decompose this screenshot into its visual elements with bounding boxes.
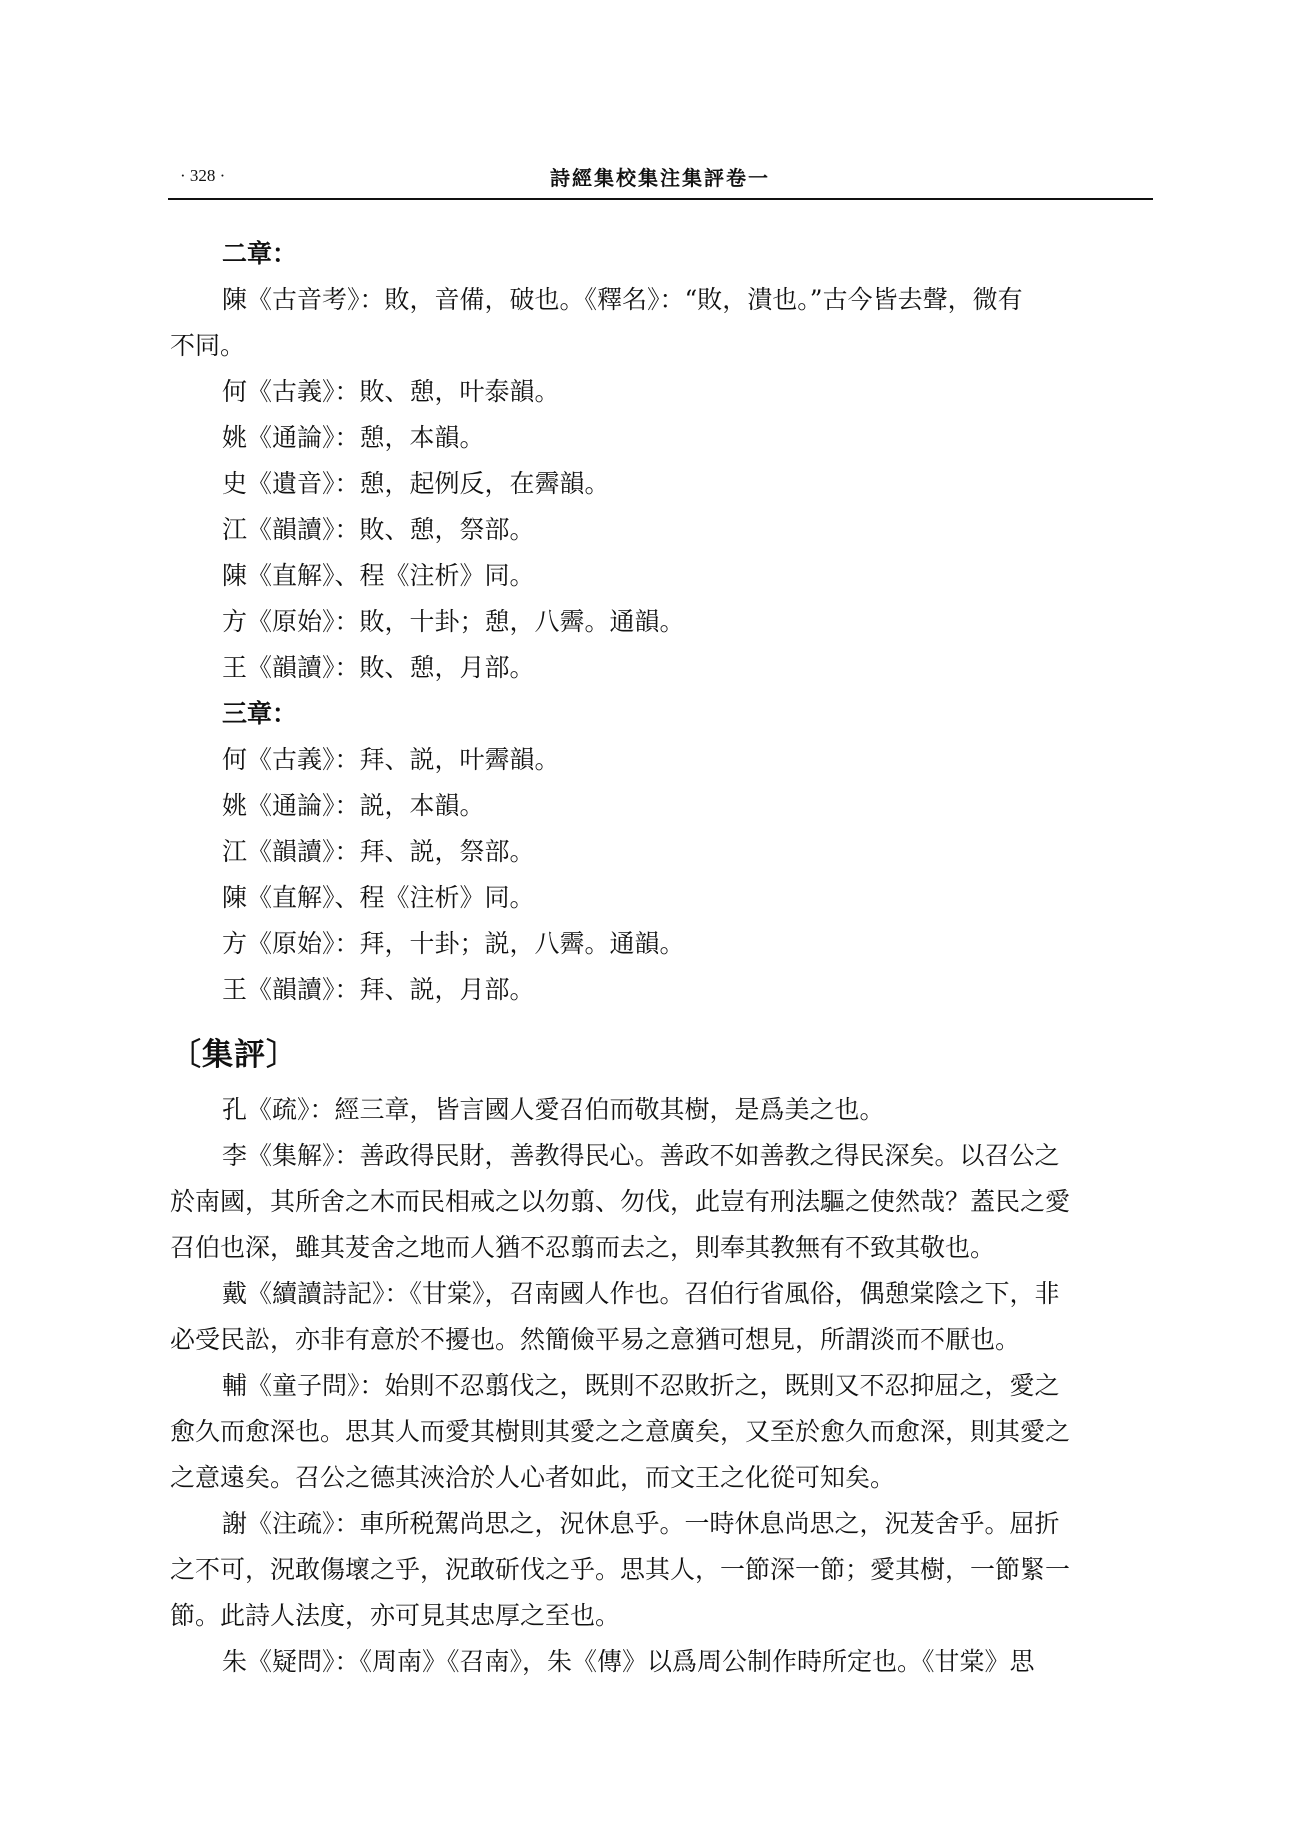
commentary-paragraph-start: 朱《疑問》：《周南》《召南》，朱《傳》以爲周公制作時所定也。《甘棠》思 [222,1647,1035,1676]
commentary-line: 之不可，況敢傷壞之乎，況敢斫伐之乎。思其人，一節深一節；愛其樹，一節緊一 [170,1555,1071,1584]
commentary-line: 必受民訟，亦非有意於不擾也。然簡儉平易之意猶可想見，所謂淡而不厭也。 [170,1325,1021,1354]
rhyme-note: 史《遺音》：憩，起例反，在霽韻。 [222,469,610,498]
rhyme-note: 姚《通論》：憩，本韻。 [222,423,485,452]
rhyme-note: 陳《直解》、程《注析》同。 [222,561,535,590]
rhyme-note: 何《古義》：敗、憩，叶泰韻。 [222,377,560,406]
commentary-line: 於南國，其所舍之木而民相戒之以勿翦、勿伐，此豈有刑法驅之使然哉？蓋民之愛 [170,1187,1071,1216]
commentary-body [170,1088,1150,1684]
chapter-2-notes [170,278,1150,690]
rhyme-note: 方《原始》：敗，十卦；憩，八霽。通韻。 [222,607,685,636]
commentary-line: 節。此詩人法度，亦可見其忠厚之至也。 [170,1601,621,1630]
commentary-line: 之意遠矣。召公之德其浹洽於人心者如此，而文王之化從可知矣。 [170,1463,896,1492]
chapter-2-heading: 二章： [222,239,298,268]
commentary-line: 召伯也深，雖其茇舍之地而人猶不忍翦而去之，則奉其教無有不致其敬也。 [170,1233,996,1262]
commentary-paragraph-start: 戴《續讀詩記》：《甘棠》，召南國人作也。召伯行省風俗，偶憩棠陰之下，非 [222,1279,1060,1308]
commentary-paragraph-start: 李《集解》：善政得民財，善教得民心。善政不如善教之得民深矣。以召公之 [222,1141,1060,1170]
rhyme-note: 王《韻讀》：拜、説，月部。 [222,975,535,1004]
rhyme-note: 陳《直解》、程《注析》同。 [222,883,535,912]
rhyme-note: 方《原始》：拜，十卦；説，八霽。通韻。 [222,929,685,958]
commentary-paragraph-start: 輔《童子問》：始則不忍翦伐之，既則不忍敗折之，既則又不忍抑屈之，愛之 [222,1371,1060,1400]
rhyme-note: 陳《古音考》：敗，音備，破也。《釋名》：“敗，潰也。”古今皆去聲，微有 [222,285,1023,314]
rhyme-note: 王《韻讀》：敗、憩，月部。 [222,653,535,682]
rhyme-note: 江《韻讀》：拜、説，祭部。 [222,837,535,866]
rhyme-note: 江《韻讀》：敗、憩，祭部。 [222,515,535,544]
chapter-3-notes [170,738,1150,1012]
running-head: 詩經集校集注集評卷一 [550,166,770,190]
commentary-line: 愈久而愈深也。思其人而愛其樹則其愛之之意廣矣，又至於愈久而愈深，則其愛之 [170,1417,1071,1446]
page-number: · 328 · [180,166,226,185]
page-header [170,162,1150,198]
page-body [170,232,1150,1686]
section-title: 〔集評〕 [170,1037,298,1073]
header-rule [168,198,1153,200]
commentary-paragraph-start: 謝《注疏》：車所税駕尚思之，況休息乎。一時休息尚思之，況茇舍乎。屈折 [222,1509,1060,1538]
rhyme-note: 何《古義》：拜、説，叶霽韻。 [222,745,560,774]
rhyme-note: 姚《通論》：説，本韻。 [222,791,485,820]
chapter-3-heading: 三章： [222,699,298,728]
rhyme-note: 不同。 [170,331,246,360]
commentary-paragraph-start: 孔《疏》：經三章，皆言國人愛召伯而敬其樹，是爲美之也。 [222,1095,885,1124]
